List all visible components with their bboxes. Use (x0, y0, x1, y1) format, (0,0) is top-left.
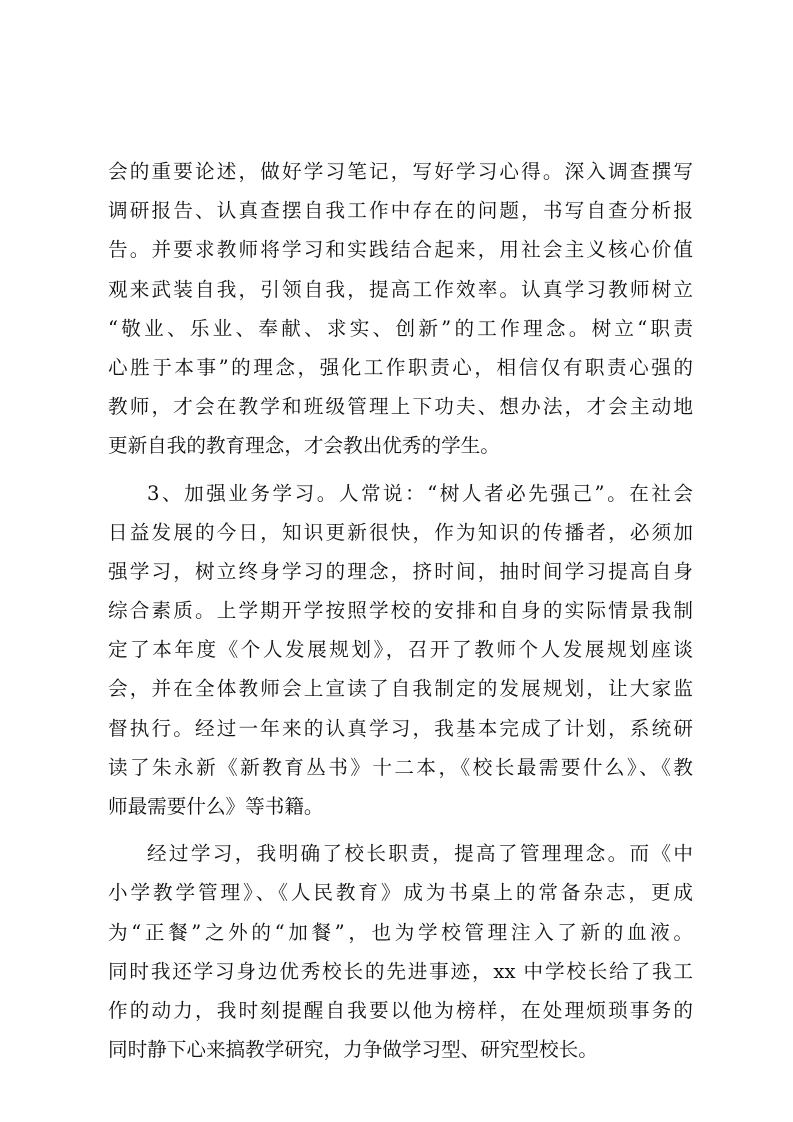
paragraph-line: “敬业、乐业、奉献、求实、创新”的工作理念。树立“职责 (108, 316, 693, 340)
paragraph-line: 调研报告、认真查摆自我工作中存在的问题，书写自查分析报 (108, 199, 693, 223)
paragraph-spacer (108, 466, 693, 474)
paragraph-line: 师最需要什么》等书籍。 (108, 795, 324, 818)
paragraph-line: 督执行。经过一年来的认真学习，我基本完成了计划，系统研 (108, 716, 693, 740)
paragraph-line: 心胜于本事”的理念，强化工作职责心，相信仅有职责心强的 (108, 355, 693, 379)
paragraph-line: 会的重要论述，做好学习笔记，写好学习心得。深入调查撰写 (108, 160, 693, 183)
paragraph-line: 同时静下心来搞教学研究，力争做学习型、研究型校长。 (108, 1038, 598, 1062)
document-body (108, 152, 693, 1069)
paragraph-line: 观来武装自我，引领自我，提高工作效率。认真学习教师树立 (108, 277, 693, 301)
paragraph-line: 更新自我的教育理念，才会教出优秀的学生。 (108, 434, 500, 458)
paragraph-line: 强学习，树立终身学习的理念，挤时间，抽时间学习提高自身 (108, 559, 693, 583)
paragraph-line: 3、加强业务学习。人常说：“树人者必先强己”。在社会 (147, 481, 693, 505)
paragraph-line: 作的动力，我时刻提醒自我要以他为榜样，在处理烦琐事务的 (108, 998, 693, 1022)
paragraph-line: 定了本年度《个人发展规划》，召开了教师个人发展规划座谈 (108, 638, 693, 662)
paragraph-line: 教师，才会在教学和班级管理上下功夫、想办法，才会主动地 (108, 395, 693, 419)
paragraph-line: 读了朱永新《新教育丛书》十二本，《校长最需要什么》、《教 (108, 755, 693, 779)
paragraph-1 (108, 152, 693, 466)
paragraph-2 (108, 474, 693, 827)
paragraph-spacer (108, 826, 693, 834)
paragraph-line: 同时我还学习身边优秀校长的先进事迹，xx 中学校长给了我工 (108, 959, 693, 983)
paragraph-line: 小学教学管理》、《人民教育》成为书桌上的常备杂志，更成 (108, 881, 693, 905)
paragraph-3 (108, 834, 693, 1069)
paragraph-line: 为“正餐”之外的“加餐”，也为学校管理注入了新的血液。 (108, 920, 693, 944)
paragraph-line: 综合素质。上学期开学按照学校的安排和自身的实际情景我制 (108, 599, 693, 623)
paragraph-line: 日益发展的今日，知识更新很快，作为知识的传播者，必须加 (108, 520, 693, 544)
paragraph-line: 告。并要求教师将学习和实践结合起来，用社会主义核心价值 (108, 238, 693, 262)
paragraph-line: 会，并在全体教师会上宣读了自我制定的发展规划，让大家监 (108, 677, 693, 701)
paragraph-line: 经过学习，我明确了校长职责，提高了管理理念。而《中 (147, 842, 693, 866)
